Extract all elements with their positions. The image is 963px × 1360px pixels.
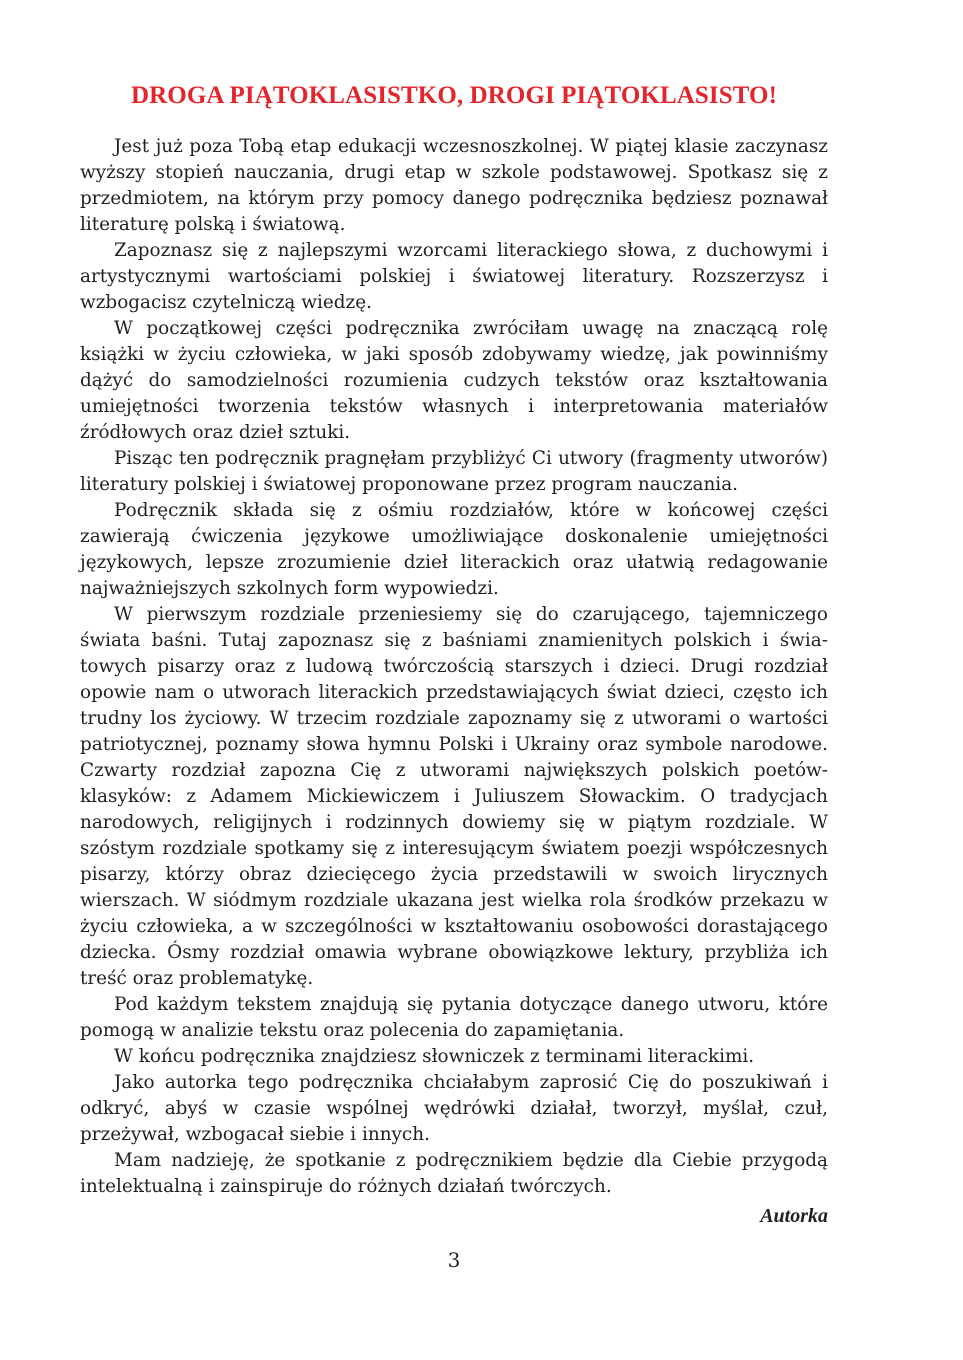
paragraph: Jest już poza Tobą etap edukacji wczesnoszkolnej. W piątej klasie zaczynasz wyższy stopień nauczania, drugi etap w szkole podstawowej. Spotkasz się z przedmiotem, na którym przy pomocy danego podręcznika będziesz poznawał literaturę polską i światową. xyxy=(80,136,828,235)
paragraph: W pierwszym rozdziale przeniesiemy się do czarującego, tajemniczego świata baśni. Tutaj zapoznasz się z baśniami znamienitych polskich i światowych pisarzy oraz z ludową twórczością starszych i dzieci. Drugi rozdział opowie nam o utworach literackich przedstawiających świat dzieci, często ich trudny los życiowy. W trzecim rozdziale zapoznamy się z utworami o wartości patriotycznej, poznamy słowa hymnu Polski i Ukrainy oraz symbole narodowe. Czwarty rozdział zapozna Cię z utworami największych polskich poetów-klasyków: z Adamem Mickiewiczem i Juliuszem Słowackim. O tradycjach narodowych, religijnych i rodzinnych dowiemy się w piątym rozdziale. W szóstym rozdziale spotkamy się z interesującym światem poezji współczesnych pisarzy, którzy obraz dziecięcego życia przedstawili w swoich lirycznych wierszach. W siódmym rozdziale ukazana jest wielka rola środków przekazu w życiu człowieka, a w szczególności w kształtowaniu osobowości dorastającego dziecka. Ósmy rozdział omawia wybrane obowiązkowe lektury, przybliża ich treść oraz problematykę. xyxy=(80,604,828,989)
paragraph: W początkowej części podręcznika zwróciłam uwagę na znaczącą rolę książki w życiu człowieka, w jaki sposób zdobywamy wiedzę, jak powinniśmy dążyć do samodzielności rozumienia cudzych tekstów oraz kształtowania umiejętności tworzenia tekstów własnych i interpretowania materiałów źródłowych oraz dzieł sztuki. xyxy=(80,318,828,443)
author-signature: Autorka xyxy=(760,1205,828,1227)
paragraph: Mam nadzieję, że spotkanie z podręcznikiem będzie dla Ciebie przygodą intelektualną i zainspiruje do różnych działań twórczych. xyxy=(80,1150,828,1197)
document-page xyxy=(80,0,828,1360)
paragraph: W końcu podręcznika znajdziesz słowniczek z terminami literackimi. xyxy=(114,1046,755,1067)
paragraph: Pisząc ten podręcznik pragnęłam przybliżyć Ci utwory (fragmenty utworów) literatury polskiej i światowej proponowane przez program nauczania. xyxy=(80,448,828,495)
paragraph: Podręcznik składa się z ośmiu rozdziałów, które w końcowej części zawierają ćwiczenia językowe umożliwiające doskonalenie umiejętności językowych, lepsze zrozumienie dzieł literackich oraz ułatwią redagowanie najważniejszych szkolnych form wypowiedzi. xyxy=(80,500,828,599)
paragraph: Pod każdym tekstem znajdują się pytania dotyczące danego utworu, które pomogą w analizie tekstu oraz polecenia do zapamiętania. xyxy=(80,994,828,1041)
paragraph: Jako autorka tego podręcznika chciałabym zaprosić Cię do poszukiwań i odkryć, abyś w czasie wspólnej wędrówki działał, tworzył, myślał, czuł, przeżywał, wzbogacał siebie i innych. xyxy=(80,1072,828,1145)
body-text xyxy=(80,134,828,1200)
page-title: DROGA PIĄTOKLASISTKO, DROGI PIĄTOKLASISTO! xyxy=(130,82,778,109)
paragraph: Zapoznasz się z najlepszymi wzorcami literackiego słowa, z duchowymi i artystycznymi wartościami polskiej i światowej literatury. Rozszerzysz i wzbogacisz czytelniczą wiedzę. xyxy=(80,240,828,313)
page-number: 3 xyxy=(447,1248,461,1272)
